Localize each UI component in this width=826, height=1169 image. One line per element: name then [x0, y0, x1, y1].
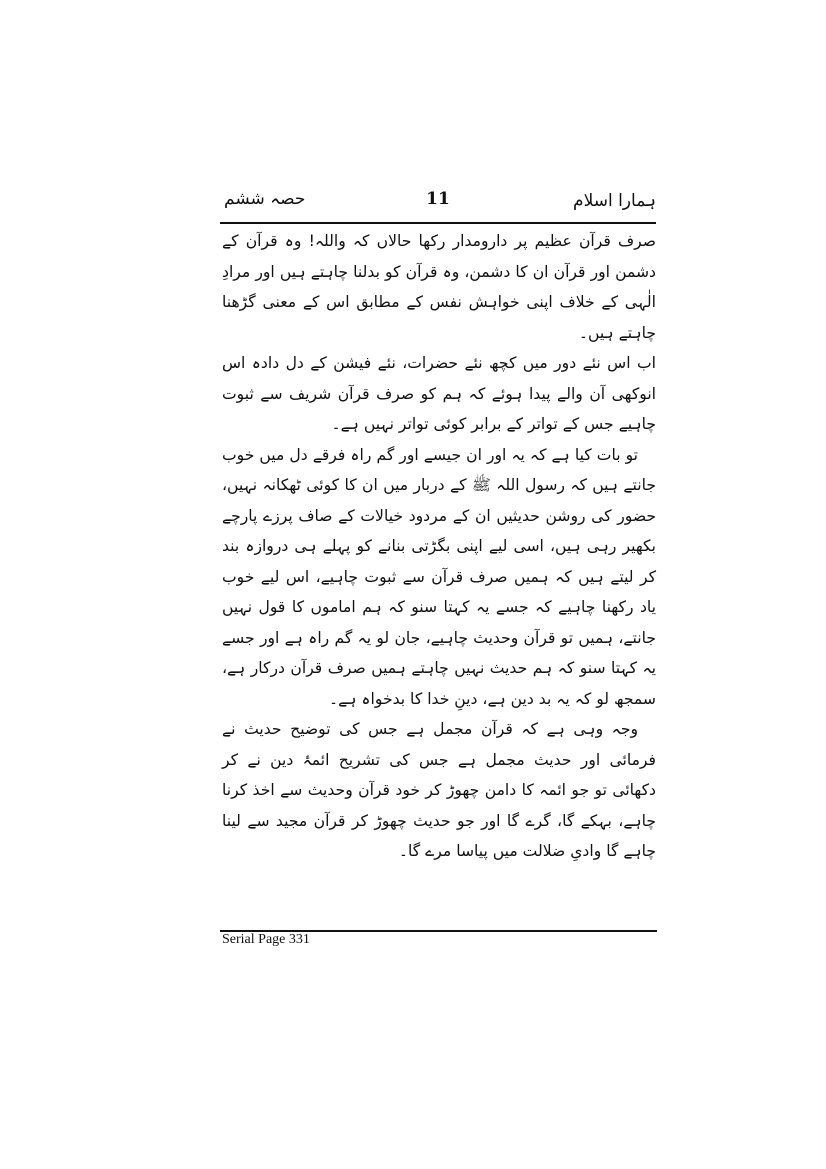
paragraph: اب اس نئے دور میں کچھ نئے حضرات، نئے فیشن کے دل دادہ اس انوکھی آن والے پیدا ہوئے کہ ہم کو صرف قرآن شریف سے ثبوت چاہیے جس کے تواتر کے برابر کوئی تواتر نہیں ہے۔	[222, 354, 656, 433]
paragraph: صرف قرآن عظیم پر دارومدار رکھا حالاں کہ واللہ! وہ قرآن کے دشمن اور قرآن ان کا دشمن، وہ قرآن کو بدلنا چاہتے ہیں اور مرادِ الٰہی کے خلاف اپنی خواہش نفس کے مطابق اس کے معنی گڑھنا چاہتے ہیں۔	[222, 232, 656, 342]
book-title: ہمارا اسلام	[573, 191, 656, 211]
running-header	[220, 188, 656, 218]
main-text	[222, 226, 656, 867]
page-number: 11	[426, 189, 450, 209]
header-divider	[220, 222, 656, 224]
part-label: حصہ ششم	[224, 189, 306, 209]
paragraph: تو بات کیا ہے کہ یہ اور ان جیسے اور گم راہ فرقے دل میں خوب جانتے ہیں کہ رسول اللہ ﷺ کے دربار میں ان کا کوئی ٹھکانہ نہیں، حضور کی روشن حدیثیں ان کے مردود خیالات کے صاف پرزے پارچے بکھیر رہی ہیں، اسی لیے اپنی بگڑتی بنانے کو پہلے ہی دروازہ بند کر لیتے ہیں کہ ہمیں صرف قرآن سے ثبوت چاہیے، اس لیے خوب یاد رکھنا چاہیے کہ جسے یہ کہتا سنو کہ ہم اماموں کا قول نہیں جانتے، ہمیں تو قرآن وحدیث چاہیے، جان لو یہ گم راہ ہے اور جسے یہ کہتا سنو کہ ہم حدیث نہیں چاہتے ہمیں صرف قرآن درکار ہے، سمجھ لو کہ یہ بد دین ہے، دینِ خدا کا بدخواہ ہے۔	[222, 445, 656, 708]
serial-page-label: Serial Page 331	[222, 932, 310, 947]
paragraph: وجہ وہی ہے کہ قرآن مجمل ہے جس کی توضیح حدیث نے فرمائی اور حدیث مجمل ہے جس کی تشریح ائمۂ دین نے کر دکھائی تو جو ائمہ کا دامن چھوڑ کر خود قرآن وحدیث سے اخذ کرنا چاہے، بہکے گا، گرے گا اور جو حدیث چھوڑ کر قرآن مجید سے لینا چاہے گا وادیِ ضلالت میں پیاسا مرے گا۔	[222, 720, 656, 860]
